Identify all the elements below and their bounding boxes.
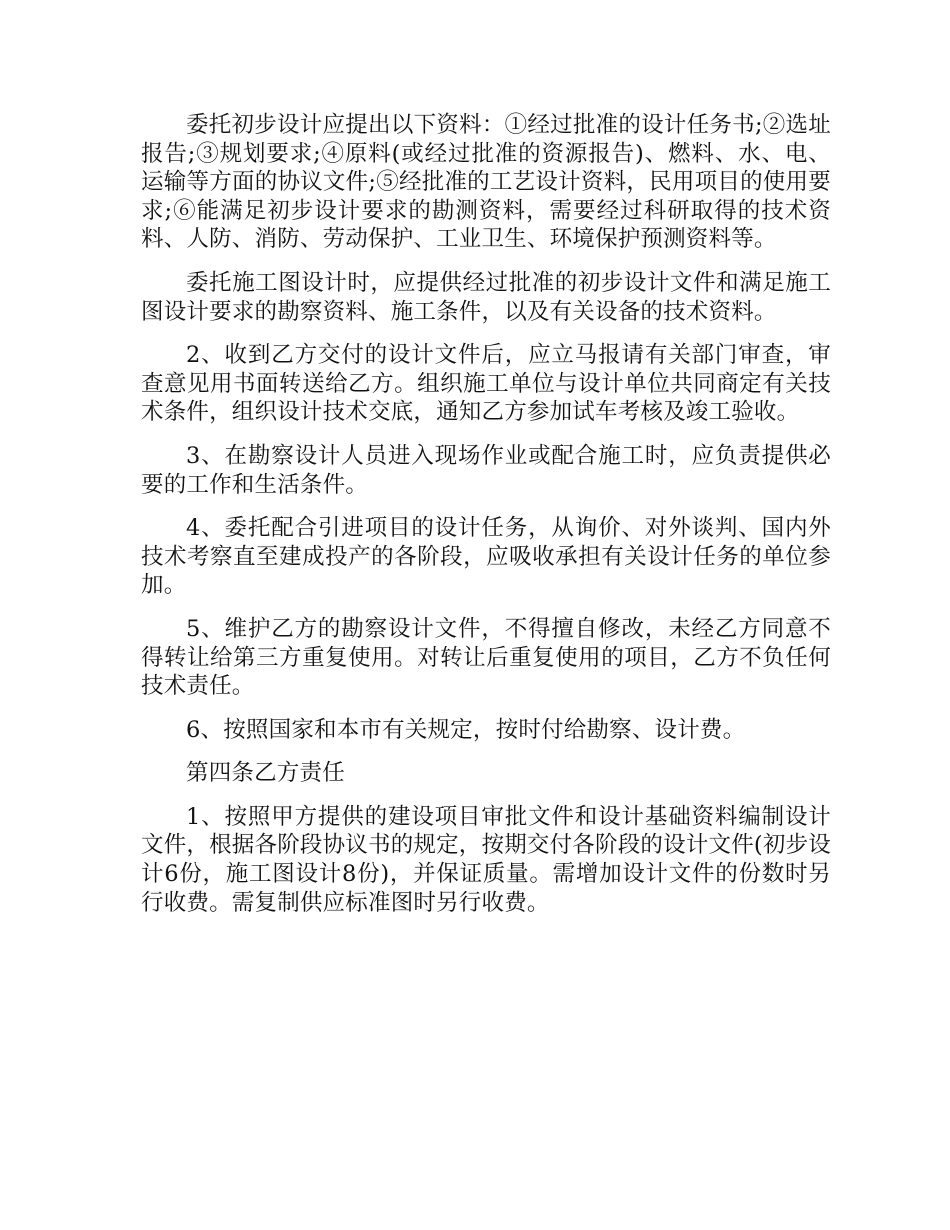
paragraph-item-5-protect-documents: 5、维护乙方的勘察设计文件，不得擅自修改，未经乙方同意不得转让给第三方重复使用。对转让后重复使用的项目，乙方不负任何技术责任。 xyxy=(141,615,831,700)
paragraph-party-b-item-1: 1、按照甲方提供的建设项目审批文件和设计基础资料编制设计文件，根据各阶段协议书的规定，按期交付各阶段的设计文件(初步设计6份，施工图设计8份)，并保证质量。需增加设计文件的份数时另行收费。需复制供应标准图时另行收费。 xyxy=(141,803,831,916)
paragraph-construction-drawing-materials: 委托施工图设计时，应提供经过批准的初步设计文件和满足施工图设计要求的勘察资料、施工条件，以及有关设备的技术资料。 xyxy=(141,269,831,325)
paragraph-item-2-review: 2、收到乙方交付的设计文件后，应立马报请有关部门审查，审查意见用书面转送给乙方。组织施工单位与设计单位共同商定有关技术条件，组织设计技术交底，通知乙方参加试车考核及竣工验收。 xyxy=(141,342,831,426)
paragraph-preliminary-design-materials: 委托初步设计应提出以下资料：①经过批准的设计任务书;②选址报告;③规划要求;④原料(或经过批准的资源报告)、燃料、水、电、运输等方面的协议文件;⑤经批准的工艺设计资料，民用项目的使用要求;⑥能满足初步设计要求的勘测资料，需要经过科研取得的技术资料、人防、消防、劳动保护、工业卫生、环境保护预测资料等。 xyxy=(141,112,831,253)
paragraph-item-4-imported-projects: 4、委托配合引进项目的设计任务，从询价、对外谈判、国内外技术考察直至建成投产的各阶段，应吸收承担有关设计任务的单位参加。 xyxy=(141,515,831,599)
paragraph-item-3-site-conditions: 3、在勘察设计人员进入现场作业或配合施工时，应负责提供必要的工作和生活条件。 xyxy=(141,442,831,498)
paragraph-item-6-fees: 6、按照国家和本市有关规定，按时付给勘察、设计费。 xyxy=(186,716,746,743)
section-heading-article-4: 第四条乙方责任 xyxy=(186,760,345,787)
document-page xyxy=(141,111,831,932)
